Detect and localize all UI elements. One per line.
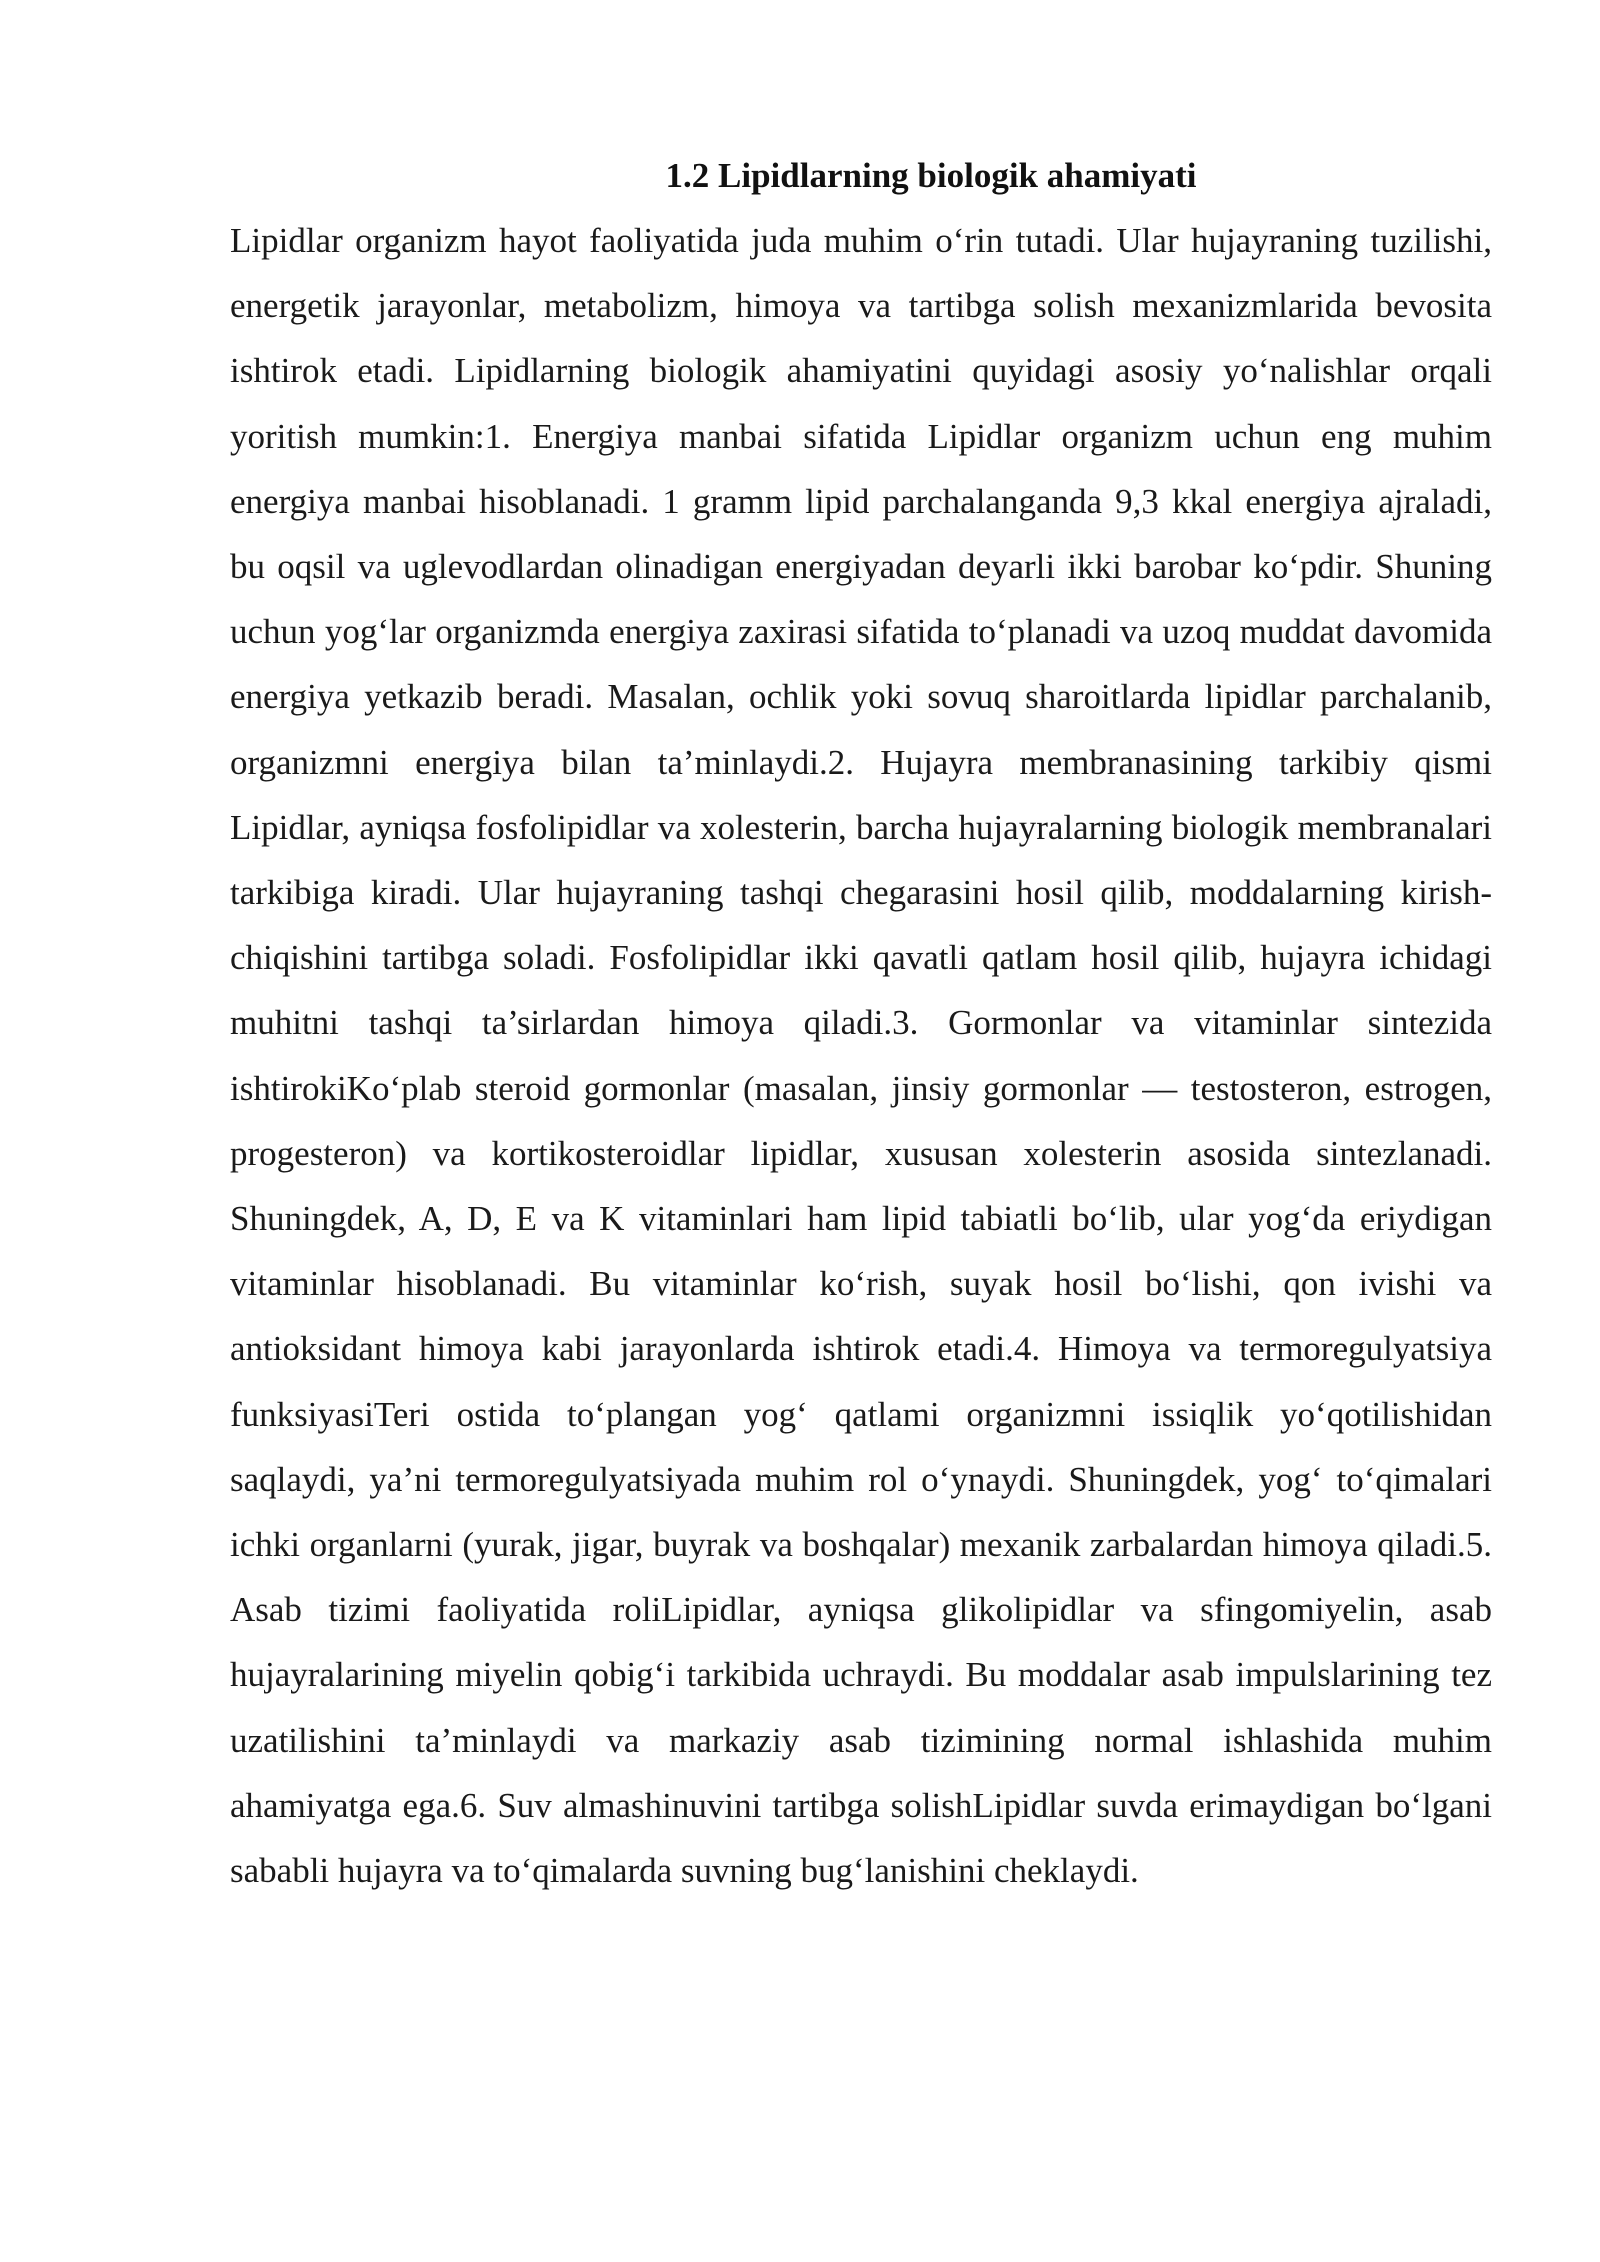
body-paragraph: Lipidlar organizm hayot faoliyatida juda muhim o‘rin tutadi. Ular hujayraning tuzilishi, energetik jarayonlar, metabolizm, himoya va tartibga solish mexanizmlarida bevosita ishtirok etadi. Lipidlarning biologik ahamiyatini quyidagi asosiy yo‘nalishlar orqali yoritish mumkin:1. Energiya manbai sifatida Lipidlar organizm uchun eng muhim energiya manbai hisoblanadi. 1 gramm lipid parchalanganda 9,3 kkal energiya ajraladi, bu oqsil va uglevodlardan olinadigan energiyadan deyarli ikki barobar ko‘pdir. Shuning uchun yog‘lar organizmda energiya zaxirasi sifatida to‘planadi va uzoq muddat davomida energiya yetkazib beradi. Masalan, ochlik yoki sovuq sharoitlarda lipidlar parchalanib, organizmni energiya bilan ta’minlaydi.2. Hujayra membranasining tarkibiy qismi Lipidlar, ayniqsa fosfolipidlar va xolesterin, barcha hujayralarning biologik membranalari tarkibiga kiradi. Ular hujayraning tashqi chegarasini hosil qilib, moddalarning kirish-chiqishini tartibga soladi. Fosfolipidlar ikki qavatli qatlam hosil qilib, hujayra ichidagi muhitni tashqi ta’sirlardan himoya qiladi.3. Gormonlar va vitaminlar sintezida ishtirokiKo‘plab steroid gormonlar (masalan, jinsiy gormonlar — testosteron, estrogen, progesteron) va kortikosteroidlar lipidlar, xususan xolesterin asosida sintezlanadi. Shuningdek, A, D, E va K vitaminlari ham lipid tabiatli bo‘lib, ular yog‘da eriydigan vitaminlar hisoblanadi. Bu vitaminlar ko‘rish, suyak hosil bo‘lishi, qon ivishi va antioksidant himoya kabi jarayonlarda ishtirok etadi.4. Himoya va termoregulyatsiya funksiyasiTeri ostida to‘plangan yog‘ qatlami organizmni issiqlik yo‘qotilishidan saqlaydi, ya’ni termoregulyatsiyada muhim rol o‘ynaydi. Shuningdek, yog‘ to‘qimalari ichki organlarni (yurak, jigar, buyrak va boshqalar) mexanik zarbalardan himoya qiladi.5. Asab tizimi faoliyatida roliLipidlar, ayniqsa glikolipidlar va sfingomiyelin, asab hujayralarining miyelin qobig‘i tarkibida uchraydi. Bu moddalar asab impulslarining tez uzatilishini ta’minlaydi va markaziy asab tizimining normal ishlashida muhim ahamiyatga ega.6. Suv almashinuvini tartibga solishLipidlar suvda erimaydigan bo‘lgani sababli hujayra va to‘qimalarda suvning bug‘lanishini cheklaydi.: [230, 221, 1492, 1891]
section-heading: 1.2 Lipidlarning biologik ahamiyati: [665, 156, 1197, 195]
